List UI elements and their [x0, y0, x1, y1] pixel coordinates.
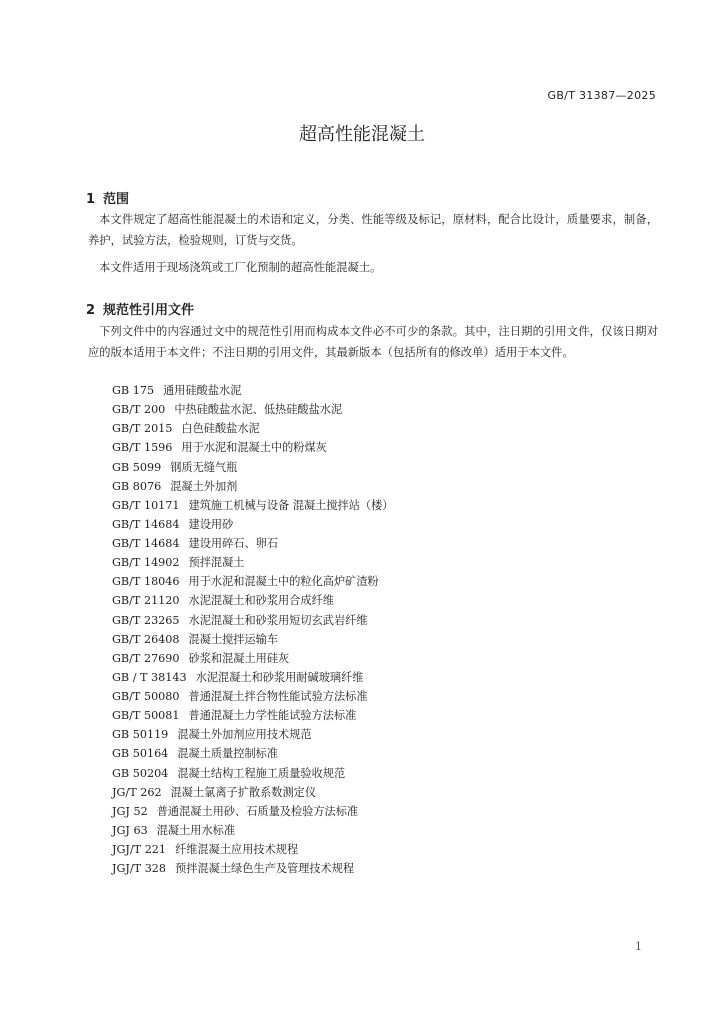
reference-code: GB/T 14902	[112, 556, 180, 570]
reference-item	[112, 840, 393, 859]
reference-code: GB / T 38143	[112, 670, 187, 684]
reference-title: 建设用碎石、卵石	[188, 537, 279, 550]
reference-title: 通用硅酸盐水泥	[163, 384, 242, 397]
reference-code: GB/T 10171	[112, 498, 180, 512]
reference-code: GB 50119	[112, 728, 169, 742]
reference-item	[112, 553, 393, 572]
reference-item	[112, 821, 393, 840]
reference-item	[112, 438, 393, 457]
reference-title: 钢质无缝气瓶	[170, 460, 238, 474]
reference-title: 用于水泥和混凝土中的粉煤灰	[181, 441, 327, 455]
reference-item	[112, 477, 393, 496]
reference-item	[112, 706, 393, 725]
reference-code: GB/T 23265	[112, 613, 180, 627]
reference-code: GB/T 200	[112, 403, 166, 417]
reference-title: 普通混凝土拌合物性能试验方法标准	[188, 690, 368, 703]
reference-code: JGJ/T 328	[112, 862, 167, 876]
reference-item	[112, 591, 393, 610]
reference-item	[112, 419, 393, 438]
section-title: 规范性引用文件	[103, 303, 195, 318]
reference-item	[112, 687, 393, 706]
reference-item	[112, 400, 393, 419]
reference-title: 混凝土结构工程施工质量验收规范	[177, 766, 346, 780]
reference-item	[112, 725, 393, 744]
reference-item	[112, 534, 393, 553]
reference-title: 水泥混凝土和砂浆用合成纤维	[188, 594, 334, 608]
reference-code: GB/T 18046	[112, 575, 180, 589]
reference-item	[112, 744, 393, 763]
page-title: 超高性能混凝土	[299, 124, 425, 145]
reference-code: GB/T 14684	[112, 517, 180, 531]
reference-code: GB/T 50080	[112, 690, 180, 703]
paragraph: 下列文件中的内容通过文中的规范性引用而构成本文件必不可少的条款。其中，注日期的引用文件，仅该日期对应的版本适用于本文件；不注日期的引用文件，其最新版本（包括所有的修改单）适用于本文件。	[88, 325, 658, 359]
section-number: 1	[86, 192, 96, 207]
reference-title: 白色硅酸盐水泥	[181, 422, 260, 436]
reference-title: 普通混凝土力学性能试验方法标准	[188, 709, 357, 723]
reference-code: GB 175	[112, 384, 155, 397]
reference-title: 混凝土外加剂	[170, 479, 238, 493]
reference-item	[112, 668, 393, 687]
reference-item	[112, 572, 393, 591]
reference-title: 混凝土氯离子扩散系数测定仪	[170, 785, 317, 799]
reference-title: 建筑施工机械与设备 混凝土搅拌站（楼）	[188, 498, 394, 512]
reference-code: GB 50204	[112, 766, 169, 780]
reference-title: 普通混凝土用砂、石质量及检验方法标准	[156, 804, 359, 818]
section-heading-normative-references	[86, 299, 194, 318]
reference-code: GB 50164	[112, 747, 169, 761]
section-number: 2	[86, 303, 96, 318]
reference-code: GB/T 14684	[112, 537, 180, 550]
paragraph: 本文件规定了超高性能混凝土的术语和定义，分类、性能等级及标记，原材料，配合比设计，质量要求，制备，养护，试验方法，检验规则，订货与交货。	[88, 213, 658, 247]
reference-item	[112, 783, 393, 802]
reference-code: GB/T 21120	[112, 594, 180, 608]
reference-title: 混凝土搅拌运输车	[188, 632, 279, 646]
reference-item	[112, 802, 393, 821]
section-title: 范围	[103, 192, 130, 207]
reference-code: GB/T 2015	[112, 422, 173, 436]
reference-item	[112, 859, 393, 878]
paragraph: 本文件适用于现场浇筑或工厂化预制的超高性能混凝土。	[99, 261, 382, 274]
reference-title: 混凝土质量控制标准	[177, 747, 279, 761]
reference-item	[112, 630, 393, 649]
reference-title: 混凝土外加剂应用技术规范	[177, 728, 312, 742]
reference-item	[112, 496, 393, 515]
reference-item	[112, 764, 393, 783]
reference-code: JGJ/T 221	[112, 843, 167, 856]
reference-title: 预拌混凝土	[188, 556, 245, 570]
page-number: 1	[635, 940, 642, 953]
reference-code: GB/T 1596	[112, 441, 173, 455]
reference-title: 建设用砂	[188, 517, 234, 531]
reference-code: GB/T 50081	[112, 709, 180, 723]
reference-code: GB 8076	[112, 479, 162, 493]
reference-item	[112, 649, 393, 668]
reference-item	[112, 458, 393, 477]
document-code: GB/T 31387—2025	[547, 89, 656, 102]
reference-title: 中热硅酸盐水泥、低热硅酸盐水泥	[174, 403, 343, 417]
reference-item	[112, 515, 393, 534]
reference-title: 混凝土用水标准	[156, 823, 236, 837]
reference-title: 纤维混凝土应用技术规程	[175, 843, 299, 856]
reference-title: 砂浆和混凝土用硅灰	[188, 651, 290, 665]
reference-code: JGJ 63	[112, 823, 148, 837]
reference-code: JG/T 262	[112, 785, 162, 799]
reference-item	[112, 381, 393, 400]
reference-code: JGJ 52	[112, 804, 148, 818]
reference-item	[112, 611, 393, 630]
reference-title: 水泥混凝土和砂浆用短切玄武岩纤维	[188, 613, 368, 627]
reference-title: 水泥混凝土和砂浆用耐碱玻璃纤维	[195, 670, 364, 684]
reference-title: 用于水泥和混凝土中的粒化高炉矿渣粉	[188, 575, 379, 589]
reference-code: GB/T 27690	[112, 651, 180, 665]
reference-code: GB 5099	[112, 460, 162, 474]
reference-code: GB/T 26408	[112, 632, 180, 646]
reference-list	[112, 381, 393, 878]
reference-title: 预拌混凝土绿色生产及管理技术规程	[175, 862, 355, 876]
section-heading-scope	[86, 188, 129, 207]
